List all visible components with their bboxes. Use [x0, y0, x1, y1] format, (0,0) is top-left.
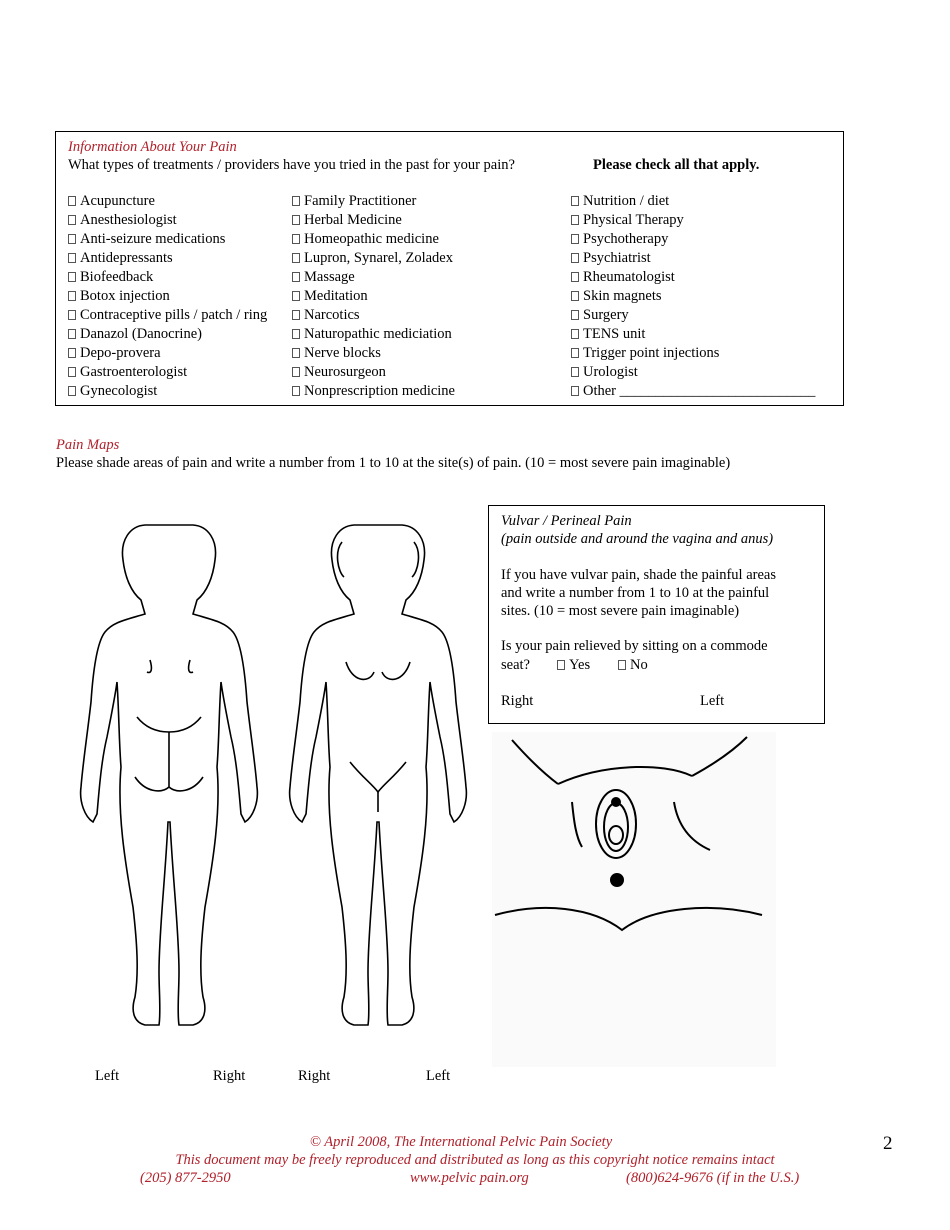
treatment-label: Neurosurgeon — [304, 364, 386, 380]
treatment-option[interactable] — [571, 268, 815, 287]
treatment-label: Gynecologist — [80, 383, 158, 399]
treatment-option[interactable] — [68, 211, 267, 230]
treatment-label: Trigger point injections — [583, 345, 720, 361]
treatment-label: Acupuncture — [80, 193, 155, 209]
treatment-option[interactable] — [292, 249, 455, 268]
treatment-option[interactable] — [68, 287, 267, 306]
checkbox[interactable] — [292, 234, 300, 244]
treatment-label: Lupron, Synarel, Zoladex — [304, 250, 453, 266]
vulvar-text-line-3: sites. (10 = most severe pain imaginable) — [501, 603, 740, 619]
checkbox[interactable] — [571, 310, 579, 320]
treatment-option[interactable] — [292, 382, 455, 401]
treatment-option[interactable] — [571, 211, 815, 230]
treatment-label: Surgery — [583, 307, 629, 323]
treatment-option[interactable] — [571, 382, 815, 401]
treatment-option[interactable] — [571, 192, 815, 211]
no-label: No — [630, 657, 648, 673]
treatment-option[interactable] — [571, 249, 815, 268]
checkbox[interactable] — [68, 234, 76, 244]
treatment-label: Contraceptive pills / patch / ring — [80, 307, 268, 323]
checkbox[interactable] — [68, 348, 76, 358]
treatment-option[interactable] — [292, 306, 455, 325]
treatment-option[interactable] — [292, 287, 455, 306]
checkbox[interactable] — [292, 291, 300, 301]
treatment-option[interactable] — [571, 306, 815, 325]
treatment-label: Meditation — [304, 288, 368, 304]
treatment-option[interactable] — [292, 325, 455, 344]
treatment-option[interactable] — [292, 344, 455, 363]
treatment-label: Biofeedback — [80, 269, 154, 285]
treatment-label: Narcotics — [304, 307, 360, 323]
checkbox[interactable] — [571, 348, 579, 358]
vulvar-subtitle: (pain outside and around the vagina and anus) — [501, 531, 774, 547]
body-front-figure[interactable] — [284, 522, 469, 1032]
no-checkbox[interactable] — [618, 660, 626, 670]
checkbox[interactable] — [292, 215, 300, 225]
treatment-option[interactable] — [68, 230, 267, 249]
checkbox[interactable] — [571, 291, 579, 301]
treatment-label: Skin magnets — [583, 288, 662, 304]
treatment-option[interactable] — [68, 382, 267, 401]
treatment-option[interactable] — [68, 306, 267, 325]
yes-checkbox[interactable] — [557, 660, 565, 670]
treatment-label: Depo-provera — [80, 345, 161, 361]
treatment-label: Nonprescription medicine — [304, 383, 455, 399]
checkbox[interactable] — [68, 367, 76, 377]
checkbox[interactable] — [571, 234, 579, 244]
checkbox[interactable] — [292, 386, 300, 396]
treatment-label: Psychotherapy — [583, 231, 669, 247]
treatment-label: Rheumatologist — [583, 269, 675, 285]
yes-option[interactable] — [557, 656, 590, 674]
checkbox[interactable] — [571, 215, 579, 225]
treatment-label: Nutrition / diet — [583, 193, 670, 209]
treatment-label: Danazol (Danocrine) — [80, 326, 202, 342]
treatment-label: Urologist — [583, 364, 638, 380]
checkbox[interactable] — [68, 253, 76, 263]
treatment-option[interactable] — [68, 249, 267, 268]
treatment-label: Anesthesiologist — [80, 212, 177, 228]
perineum-diagram[interactable] — [492, 732, 776, 1067]
no-option[interactable] — [618, 656, 648, 674]
treatment-column-2 — [292, 192, 455, 401]
treatment-option[interactable] — [571, 325, 815, 344]
checkbox[interactable] — [571, 386, 579, 396]
checkbox[interactable] — [571, 196, 579, 206]
pain-maps-title: Pain Maps — [56, 437, 120, 453]
treatment-label: Gastroenterologist — [80, 364, 188, 380]
checkbox[interactable] — [292, 272, 300, 282]
treatment-label: Physical Therapy — [583, 212, 684, 228]
vulvar-text-line-1: If you have vulvar pain, shade the painful areas — [501, 567, 776, 583]
pain-maps-instruction: Please shade areas of pain and write a number from 1 to 10 at the site(s) of pain. (10 = most severe pain imaginable) — [56, 455, 731, 471]
check-all-instruction: Please check all that apply. — [593, 157, 760, 173]
checkbox[interactable] — [68, 310, 76, 320]
treatment-option[interactable] — [68, 325, 267, 344]
checkbox[interactable] — [571, 367, 579, 377]
vulvar-text-line-2: and write a number from 1 to 10 at the painful — [501, 585, 770, 601]
page-number: 2 — [883, 1133, 893, 1154]
checkbox[interactable] — [292, 253, 300, 263]
treatment-label: Anti-seizure medications — [80, 231, 226, 247]
checkbox[interactable] — [292, 329, 300, 339]
vulvar-left-label: Left — [700, 693, 725, 709]
yes-label: Yes — [569, 657, 591, 673]
commode-question-line-1: Is your pain relieved by sitting on a commode — [501, 638, 768, 654]
treatment-option[interactable] — [68, 344, 267, 363]
checkbox[interactable] — [292, 196, 300, 206]
treatment-option[interactable] — [292, 211, 455, 230]
treatment-label: Homeopathic medicine — [304, 231, 439, 247]
body-back-figure[interactable] — [75, 522, 260, 1032]
treatment-label: TENS unit — [583, 326, 646, 342]
checkbox[interactable] — [68, 386, 76, 396]
front-right-label: Right — [298, 1068, 331, 1084]
treatment-option[interactable] — [292, 192, 455, 211]
treatment-option[interactable] — [571, 287, 815, 306]
treatments-section-title: Information About Your Pain — [68, 139, 237, 155]
checkbox[interactable] — [292, 348, 300, 358]
checkbox[interactable] — [68, 196, 76, 206]
back-left-label: Left — [95, 1068, 120, 1084]
checkbox[interactable] — [68, 291, 76, 301]
footer-copyright: © April 2008, The International Pelvic Pain Society — [309, 1134, 613, 1150]
treatment-label: Other ___________________________ — [583, 383, 816, 399]
treatment-column-3 — [571, 192, 815, 401]
treatment-option[interactable] — [571, 344, 815, 363]
treatment-option[interactable] — [571, 363, 815, 382]
treatment-option[interactable] — [292, 230, 455, 249]
checkbox[interactable] — [68, 272, 76, 282]
treatments-question: What types of treatments / providers have you tried in the past for your pain? — [68, 157, 515, 173]
footer-phone-1: (205) 877-2950 — [140, 1170, 231, 1186]
treatment-label: Massage — [304, 269, 355, 285]
treatment-option[interactable] — [68, 268, 267, 287]
checkbox[interactable] — [571, 329, 579, 339]
treatment-label: Family Practitioner — [304, 193, 417, 209]
checkbox[interactable] — [571, 272, 579, 282]
treatment-label: Naturopathic mediciation — [304, 326, 452, 342]
back-right-label: Right — [213, 1068, 246, 1084]
treatment-label: Antidepressants — [80, 250, 173, 266]
treatment-option[interactable] — [292, 268, 455, 287]
treatment-label: Herbal Medicine — [304, 212, 402, 228]
treatment-option[interactable] — [571, 230, 815, 249]
checkbox[interactable] — [292, 367, 300, 377]
vulvar-right-label: Right — [501, 693, 534, 709]
commode-question-line-2: seat? — [501, 657, 530, 673]
front-left-label: Left — [426, 1068, 451, 1084]
treatment-option[interactable] — [68, 192, 267, 211]
checkbox[interactable] — [68, 329, 76, 339]
vulvar-title: Vulvar / Perineal Pain — [501, 513, 632, 529]
treatment-option[interactable] — [68, 363, 267, 382]
checkbox[interactable] — [68, 215, 76, 225]
footer-phone-2: (800)624-9676 (if in the U.S.) — [626, 1170, 800, 1186]
treatment-label: Nerve blocks — [304, 345, 381, 361]
treatments-section — [55, 131, 844, 406]
footer-website[interactable]: www.pelvic pain.org — [410, 1170, 529, 1186]
checkbox[interactable] — [292, 310, 300, 320]
treatment-column-1 — [68, 192, 267, 401]
treatment-option[interactable] — [292, 363, 455, 382]
footer-notice: This document may be freely reproduced and distributed as long as this copyright notice remains intact — [175, 1152, 775, 1168]
checkbox[interactable] — [571, 253, 579, 263]
vulvar-pain-section — [488, 505, 825, 724]
treatment-label: Psychiatrist — [583, 250, 651, 266]
treatment-label: Botox injection — [80, 288, 170, 304]
